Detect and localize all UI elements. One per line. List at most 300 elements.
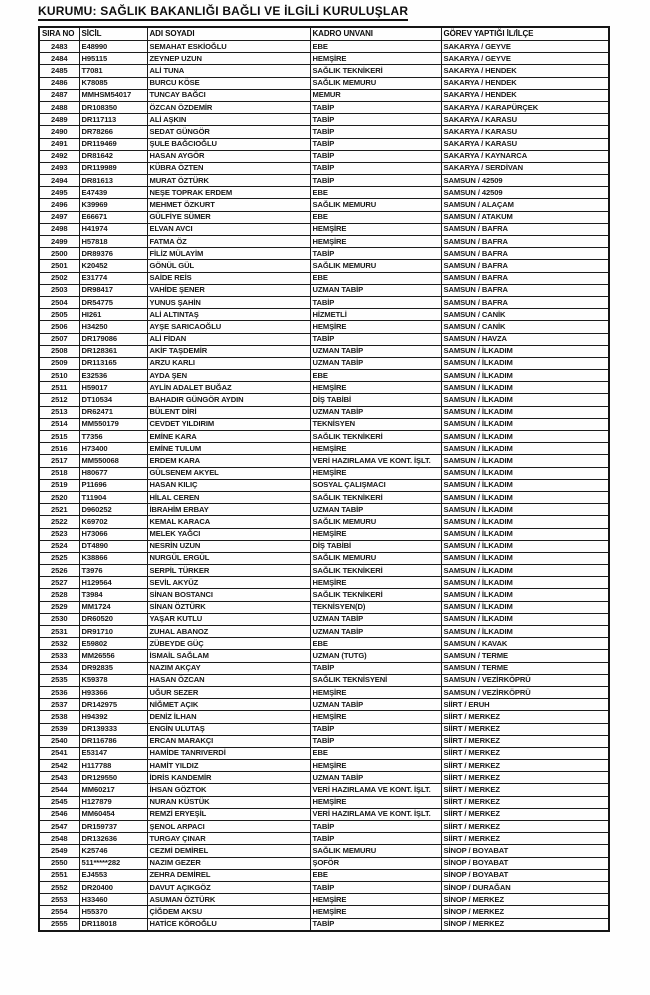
table-cell: SAMSUN / BAFRA — [441, 236, 609, 248]
table-cell: MMHSM54017 — [79, 89, 147, 101]
table-row — [39, 418, 609, 430]
table-cell: AYŞE SARICAOĞLU — [147, 321, 310, 333]
table-row — [39, 613, 609, 625]
table-cell: 2509 — [39, 357, 79, 369]
table-cell: TUNCAY BAĞCI — [147, 89, 310, 101]
table-cell: 2500 — [39, 248, 79, 260]
table-row — [39, 41, 609, 53]
table-cell: SİİRT / MERKEZ — [441, 796, 609, 808]
table-cell: 2514 — [39, 418, 79, 430]
table-cell: DR128361 — [79, 345, 147, 357]
table-cell: SAMSUN / İLKADIM — [441, 565, 609, 577]
table-cell: 2550 — [39, 857, 79, 869]
table-cell: SAĞLIK MEMURU — [310, 260, 441, 272]
table-cell: SAĞLIK TEKNİKERİ — [310, 589, 441, 601]
table-cell: TABİP — [310, 723, 441, 735]
table-cell: 2554 — [39, 906, 79, 918]
table-row — [39, 443, 609, 455]
table-cell: İHSAN GÖZTOK — [147, 784, 310, 796]
table-row — [39, 382, 609, 394]
table-cell: YUNUS ŞAHİN — [147, 296, 310, 308]
table-cell: HASAN KILIÇ — [147, 479, 310, 491]
table-cell: SİİRT / MERKEZ — [441, 735, 609, 747]
table-cell: HEMŞİRE — [310, 760, 441, 772]
table-cell: 2534 — [39, 662, 79, 674]
table-row — [39, 686, 609, 698]
table-cell: 2543 — [39, 772, 79, 784]
table-cell: AYLİN ADALET BUĞAZ — [147, 382, 310, 394]
table-cell: SAMSUN / CANİK — [441, 309, 609, 321]
table-row — [39, 577, 609, 589]
table-cell: 2489 — [39, 114, 79, 126]
table-cell: SAKARYA / HENDEK — [441, 89, 609, 101]
table-cell: 2513 — [39, 406, 79, 418]
table-cell: ALİ ALTINTAŞ — [147, 309, 310, 321]
table-cell: HEMŞİRE — [310, 53, 441, 65]
table-row — [39, 747, 609, 759]
table-cell: ENGİN ULUTAŞ — [147, 723, 310, 735]
table-cell: REMZİ ERYEŞİL — [147, 808, 310, 820]
table-cell: 2505 — [39, 309, 79, 321]
table-cell: MM60454 — [79, 808, 147, 820]
table-cell: 2485 — [39, 65, 79, 77]
table-cell: 2504 — [39, 296, 79, 308]
table-cell: MEHMET ÖZKURT — [147, 199, 310, 211]
table-row — [39, 857, 609, 869]
table-cell: T7081 — [79, 65, 147, 77]
table-cell: SİİRT / MERKEZ — [441, 808, 609, 820]
table-cell: HEMŞİRE — [310, 577, 441, 589]
table-cell: NURGÜL ERGÜL — [147, 552, 310, 564]
table-cell: DR117113 — [79, 114, 147, 126]
table-row — [39, 309, 609, 321]
table-row — [39, 431, 609, 443]
table-cell: 2483 — [39, 41, 79, 53]
table-row — [39, 796, 609, 808]
table-cell: SİİRT / ERUH — [441, 699, 609, 711]
table-cell: 2511 — [39, 382, 79, 394]
table-cell: ZEHRA DEMİREL — [147, 869, 310, 881]
table-cell: DR60520 — [79, 613, 147, 625]
table-row — [39, 723, 609, 735]
table-row — [39, 284, 609, 296]
table-cell: TABİP — [310, 662, 441, 674]
table-row — [39, 528, 609, 540]
table-cell: K59378 — [79, 674, 147, 686]
table-cell: SİNOP / DURAĞAN — [441, 881, 609, 893]
column-header-adi-soyadi: ADI SOYADI — [147, 27, 310, 41]
table-cell: UZMAN TABİP — [310, 772, 441, 784]
table-cell: EBE — [310, 370, 441, 382]
table-cell: DT10534 — [79, 394, 147, 406]
table-cell: SAMSUN / İLKADIM — [441, 577, 609, 589]
table-cell: 2515 — [39, 431, 79, 443]
table-cell: 2547 — [39, 821, 79, 833]
table-cell: EBE — [310, 747, 441, 759]
table-cell: SAKARYA / GEYVE — [441, 41, 609, 53]
table-cell: UZMAN TABİP — [310, 626, 441, 638]
table-cell: SAMSUN / KAVAK — [441, 638, 609, 650]
table-row — [39, 833, 609, 845]
table-cell: ALİ FİDAN — [147, 333, 310, 345]
table-cell: 2522 — [39, 516, 79, 528]
table-cell: UZMAN TABİP — [310, 613, 441, 625]
table-cell: 2526 — [39, 565, 79, 577]
table-cell: UZMAN TABİP — [310, 357, 441, 369]
table-cell: H93366 — [79, 686, 147, 698]
table-cell: SİİRT / MERKEZ — [441, 747, 609, 759]
table-cell: ALİ TUNA — [147, 65, 310, 77]
table-cell: SAMSUN / VEZİRKÖPRÜ — [441, 686, 609, 698]
table-body — [39, 41, 609, 931]
table-cell: H117788 — [79, 760, 147, 772]
table-cell: 2523 — [39, 528, 79, 540]
table-cell: SAĞLIK MEMURU — [310, 77, 441, 89]
table-cell: HASAN ÖZCAN — [147, 674, 310, 686]
table-cell: ERCAN MARAKÇI — [147, 735, 310, 747]
table-row — [39, 869, 609, 881]
table-cell: SİNOP / MERKEZ — [441, 906, 609, 918]
table-cell: ÇİĞDEM AKSU — [147, 906, 310, 918]
table-row — [39, 552, 609, 564]
table-cell: UZMAN TABİP — [310, 699, 441, 711]
table-cell: NURAN KÜSTÜK — [147, 796, 310, 808]
table-cell: E47439 — [79, 187, 147, 199]
table-cell: K39969 — [79, 199, 147, 211]
table-cell: KÜBRA ÖZTEN — [147, 162, 310, 174]
table-cell: DR54775 — [79, 296, 147, 308]
table-row — [39, 760, 609, 772]
table-cell: HEMŞİRE — [310, 686, 441, 698]
table-cell: H73400 — [79, 443, 147, 455]
table-cell: SİİRT / MERKEZ — [441, 760, 609, 772]
table-cell: TABİP — [310, 918, 441, 931]
table-cell: 2545 — [39, 796, 79, 808]
table-cell: UZMAN TABİP — [310, 406, 441, 418]
table-cell: SAMSUN / İLKADIM — [441, 601, 609, 613]
table-cell: SAMSUN / HAVZA — [441, 333, 609, 345]
table-cell: GÜLFİYE SÜMER — [147, 211, 310, 223]
table-cell: NAZIM GEZER — [147, 857, 310, 869]
table-cell: K38866 — [79, 552, 147, 564]
table-row — [39, 321, 609, 333]
table-cell: DR78266 — [79, 126, 147, 138]
table-row — [39, 101, 609, 113]
table-cell: TABİP — [310, 138, 441, 150]
table-cell: FATMA ÖZ — [147, 236, 310, 248]
table-cell: 2492 — [39, 150, 79, 162]
table-cell: TABİP — [310, 162, 441, 174]
table-cell: SAĞLIK TEKNİSYENİ — [310, 674, 441, 686]
table-cell: 2530 — [39, 613, 79, 625]
table-cell: SAMSUN / İLKADIM — [441, 443, 609, 455]
table-cell: H57818 — [79, 236, 147, 248]
table-cell: SAKARYA / GEYVE — [441, 53, 609, 65]
table-cell: 2555 — [39, 918, 79, 931]
table-cell: 2497 — [39, 211, 79, 223]
table-cell: DR20400 — [79, 881, 147, 893]
table-row — [39, 504, 609, 516]
table-cell: 2548 — [39, 833, 79, 845]
table-cell: 2552 — [39, 881, 79, 893]
table-cell: 2519 — [39, 479, 79, 491]
table-cell: 2495 — [39, 187, 79, 199]
table-cell: H80677 — [79, 467, 147, 479]
table-cell: SİİRT / MERKEZ — [441, 833, 609, 845]
table-cell: KEMAL KARACA — [147, 516, 310, 528]
table-cell: CEVDET YILDIRIM — [147, 418, 310, 430]
table-cell: NESRİN UZUN — [147, 540, 310, 552]
table-cell: HİLAL CEREN — [147, 491, 310, 503]
table-cell: CEZMİ DEMİREL — [147, 845, 310, 857]
table-cell: SAMSUN / TERME — [441, 650, 609, 662]
table-cell: DİŞ TABİBİ — [310, 394, 441, 406]
table-cell: İBRAHİM ERBAY — [147, 504, 310, 516]
table-row — [39, 162, 609, 174]
table-cell: SAKARYA / KAYNARCA — [441, 150, 609, 162]
table-cell: HİZMETLİ — [310, 309, 441, 321]
table-cell: EBE — [310, 272, 441, 284]
table-cell: SİİRT / MERKEZ — [441, 711, 609, 723]
table-cell: VERİ HAZIRLAMA VE KONT. İŞLT. — [310, 808, 441, 820]
table-row — [39, 674, 609, 686]
table-cell: SAİDE REİS — [147, 272, 310, 284]
table-cell: DR98417 — [79, 284, 147, 296]
table-row — [39, 260, 609, 272]
table-cell: K20452 — [79, 260, 147, 272]
table-cell: SAMSUN / İLKADIM — [441, 613, 609, 625]
table-cell: SAMSUN / İLKADIM — [441, 552, 609, 564]
table-cell: ŞOFÖR — [310, 857, 441, 869]
table-cell: SAĞLIK MEMURU — [310, 552, 441, 564]
table-row — [39, 394, 609, 406]
table-cell: UZMAN (TUTG) — [310, 650, 441, 662]
table-cell: 2503 — [39, 284, 79, 296]
table-row — [39, 199, 609, 211]
table-row — [39, 370, 609, 382]
table-cell: DR142975 — [79, 699, 147, 711]
table-cell: 2507 — [39, 333, 79, 345]
personnel-table — [38, 26, 610, 932]
table-cell: H59017 — [79, 382, 147, 394]
table-cell: H94392 — [79, 711, 147, 723]
table-row — [39, 467, 609, 479]
table-cell: T11904 — [79, 491, 147, 503]
table-cell: EBE — [310, 869, 441, 881]
table-cell: H55370 — [79, 906, 147, 918]
table-cell: ELVAN AVCI — [147, 223, 310, 235]
table-cell: 2549 — [39, 845, 79, 857]
table-row — [39, 455, 609, 467]
table-cell: E32536 — [79, 370, 147, 382]
table-cell: UĞUR SEZER — [147, 686, 310, 698]
table-row — [39, 589, 609, 601]
table-cell: 2512 — [39, 394, 79, 406]
table-cell: ÖZCAN ÖZDEMİR — [147, 101, 310, 113]
table-cell: SAMSUN / İLKADIM — [441, 382, 609, 394]
table-cell: TEKNİSYEN — [310, 418, 441, 430]
table-cell: SEDAT GÜNGÖR — [147, 126, 310, 138]
table-cell: SAMSUN / İLKADIM — [441, 370, 609, 382]
table-cell: DR179086 — [79, 333, 147, 345]
table-cell: SAKARYA / KARASU — [441, 138, 609, 150]
table-cell: SAĞLIK MEMURU — [310, 516, 441, 528]
table-cell: ERDEM KARA — [147, 455, 310, 467]
table-row — [39, 906, 609, 918]
table-cell: 2490 — [39, 126, 79, 138]
table-cell: EBE — [310, 638, 441, 650]
table-cell: HEMŞİRE — [310, 382, 441, 394]
table-cell: SAMSUN / BAFRA — [441, 248, 609, 260]
table-cell: SAKARYA / HENDEK — [441, 77, 609, 89]
table-row — [39, 601, 609, 613]
table-row — [39, 699, 609, 711]
table-cell: 2520 — [39, 491, 79, 503]
table-cell: DR159737 — [79, 821, 147, 833]
table-row — [39, 114, 609, 126]
table-cell: SAMSUN / İLKADIM — [441, 516, 609, 528]
table-cell: 2553 — [39, 894, 79, 906]
table-cell: SAĞLIK TEKNİKERİ — [310, 491, 441, 503]
table-cell: SAMSUN / BAFRA — [441, 296, 609, 308]
table-cell: H33460 — [79, 894, 147, 906]
table-row — [39, 540, 609, 552]
table-cell: SAMSUN / BAFRA — [441, 272, 609, 284]
table-cell: T3976 — [79, 565, 147, 577]
table-cell: DR113165 — [79, 357, 147, 369]
table-cell: DR119989 — [79, 162, 147, 174]
table-cell: 2544 — [39, 784, 79, 796]
table-row — [39, 53, 609, 65]
table-cell: EBE — [310, 41, 441, 53]
table-cell: SAMSUN / ALAÇAM — [441, 199, 609, 211]
table-cell: SAMSUN / İLKADIM — [441, 357, 609, 369]
table-row — [39, 516, 609, 528]
table-row — [39, 650, 609, 662]
table-cell: 2551 — [39, 869, 79, 881]
table-cell: 2516 — [39, 443, 79, 455]
table-cell: 2529 — [39, 601, 79, 613]
table-cell: HEMŞİRE — [310, 906, 441, 918]
table-cell: DR81642 — [79, 150, 147, 162]
table-cell: YAŞAR KUTLU — [147, 613, 310, 625]
table-cell: 2521 — [39, 504, 79, 516]
table-cell: HEMŞİRE — [310, 528, 441, 540]
table-cell: DT4890 — [79, 540, 147, 552]
table-row — [39, 187, 609, 199]
table-cell: H73066 — [79, 528, 147, 540]
table-cell: E59802 — [79, 638, 147, 650]
table-cell: MURAT ÖZTÜRK — [147, 175, 310, 187]
table-cell: 2494 — [39, 175, 79, 187]
table-cell: NİĞMET AÇIK — [147, 699, 310, 711]
table-row — [39, 77, 609, 89]
table-cell: 2524 — [39, 540, 79, 552]
table-cell: TABİP — [310, 296, 441, 308]
table-cell: T7356 — [79, 431, 147, 443]
table-cell: SAMSUN / BAFRA — [441, 223, 609, 235]
table-cell: MM1724 — [79, 601, 147, 613]
table-cell: HEMŞİRE — [310, 796, 441, 808]
table-cell: SAMSUN / İLKADIM — [441, 540, 609, 552]
table-cell: DR129550 — [79, 772, 147, 784]
table-row — [39, 175, 609, 187]
table-cell: VERİ HAZIRLAMA VE KONT. İŞLT. — [310, 455, 441, 467]
table-cell: SAMSUN / İLKADIM — [441, 431, 609, 443]
table-cell: SİİRT / MERKEZ — [441, 821, 609, 833]
table-row — [39, 821, 609, 833]
table-row — [39, 881, 609, 893]
table-cell: K78085 — [79, 77, 147, 89]
table-cell: ARZU KARLI — [147, 357, 310, 369]
table-cell: İSMAİL SAĞLAM — [147, 650, 310, 662]
table-cell: DR118018 — [79, 918, 147, 931]
table-cell: SAMSUN / İLKADIM — [441, 467, 609, 479]
table-cell: SAĞLIK MEMURU — [310, 845, 441, 857]
table-row — [39, 638, 609, 650]
table-cell: SAĞLIK MEMURU — [310, 199, 441, 211]
table-row — [39, 223, 609, 235]
table-cell: ZUHAL ABANOZ — [147, 626, 310, 638]
table-cell: SAKARYA / HENDEK — [441, 65, 609, 77]
table-row — [39, 248, 609, 260]
table-cell: H127879 — [79, 796, 147, 808]
table-cell: 2487 — [39, 89, 79, 101]
table-cell: E31774 — [79, 272, 147, 284]
table-cell: DR89376 — [79, 248, 147, 260]
table-cell: 2546 — [39, 808, 79, 820]
column-header-gorev-il-ilce: GÖREV YAPTIĞI İL/İLÇE — [441, 27, 609, 41]
table-cell: SEVİL AKYÜZ — [147, 577, 310, 589]
table-cell: TABİP — [310, 821, 441, 833]
table-cell: SAMSUN / İLKADIM — [441, 455, 609, 467]
table-cell: SAMSUN / İLKADIM — [441, 504, 609, 516]
table-cell: EMİNE TULUM — [147, 443, 310, 455]
table-cell: 2527 — [39, 577, 79, 589]
table-cell: SAMSUN / İLKADIM — [441, 626, 609, 638]
table-cell: MM550068 — [79, 455, 147, 467]
table-cell: 2484 — [39, 53, 79, 65]
table-cell: ŞULE BAĞCIOĞLU — [147, 138, 310, 150]
table-cell: SAMSUN / BAFRA — [441, 260, 609, 272]
table-cell: SAMSUN / TERME — [441, 662, 609, 674]
table-row — [39, 126, 609, 138]
table-cell: DR81613 — [79, 175, 147, 187]
table-cell: TABİP — [310, 175, 441, 187]
table-cell: SAMSUN / İLKADIM — [441, 418, 609, 430]
table-cell: SAMSUN / 42509 — [441, 187, 609, 199]
table-cell: DR132636 — [79, 833, 147, 845]
table-cell: 511*****282 — [79, 857, 147, 869]
table-cell: GÖNÜL GÜL — [147, 260, 310, 272]
table-row — [39, 735, 609, 747]
table-cell: 2491 — [39, 138, 79, 150]
table-cell: 2506 — [39, 321, 79, 333]
table-cell: 2532 — [39, 638, 79, 650]
table-cell: 2533 — [39, 650, 79, 662]
table-cell: ZEYNEP UZUN — [147, 53, 310, 65]
table-cell: UZMAN TABİP — [310, 345, 441, 357]
table-cell: TABİP — [310, 126, 441, 138]
table-cell: MM550179 — [79, 418, 147, 430]
table-row — [39, 479, 609, 491]
table-cell: ZÜBEYDE GÜÇ — [147, 638, 310, 650]
table-cell: SİİRT / MERKEZ — [441, 772, 609, 784]
table-row — [39, 918, 609, 931]
table-cell: VAHİDE ŞENER — [147, 284, 310, 296]
table-cell: SAMSUN / İLKADIM — [441, 345, 609, 357]
table-cell: SAMSUN / İLKADIM — [441, 528, 609, 540]
